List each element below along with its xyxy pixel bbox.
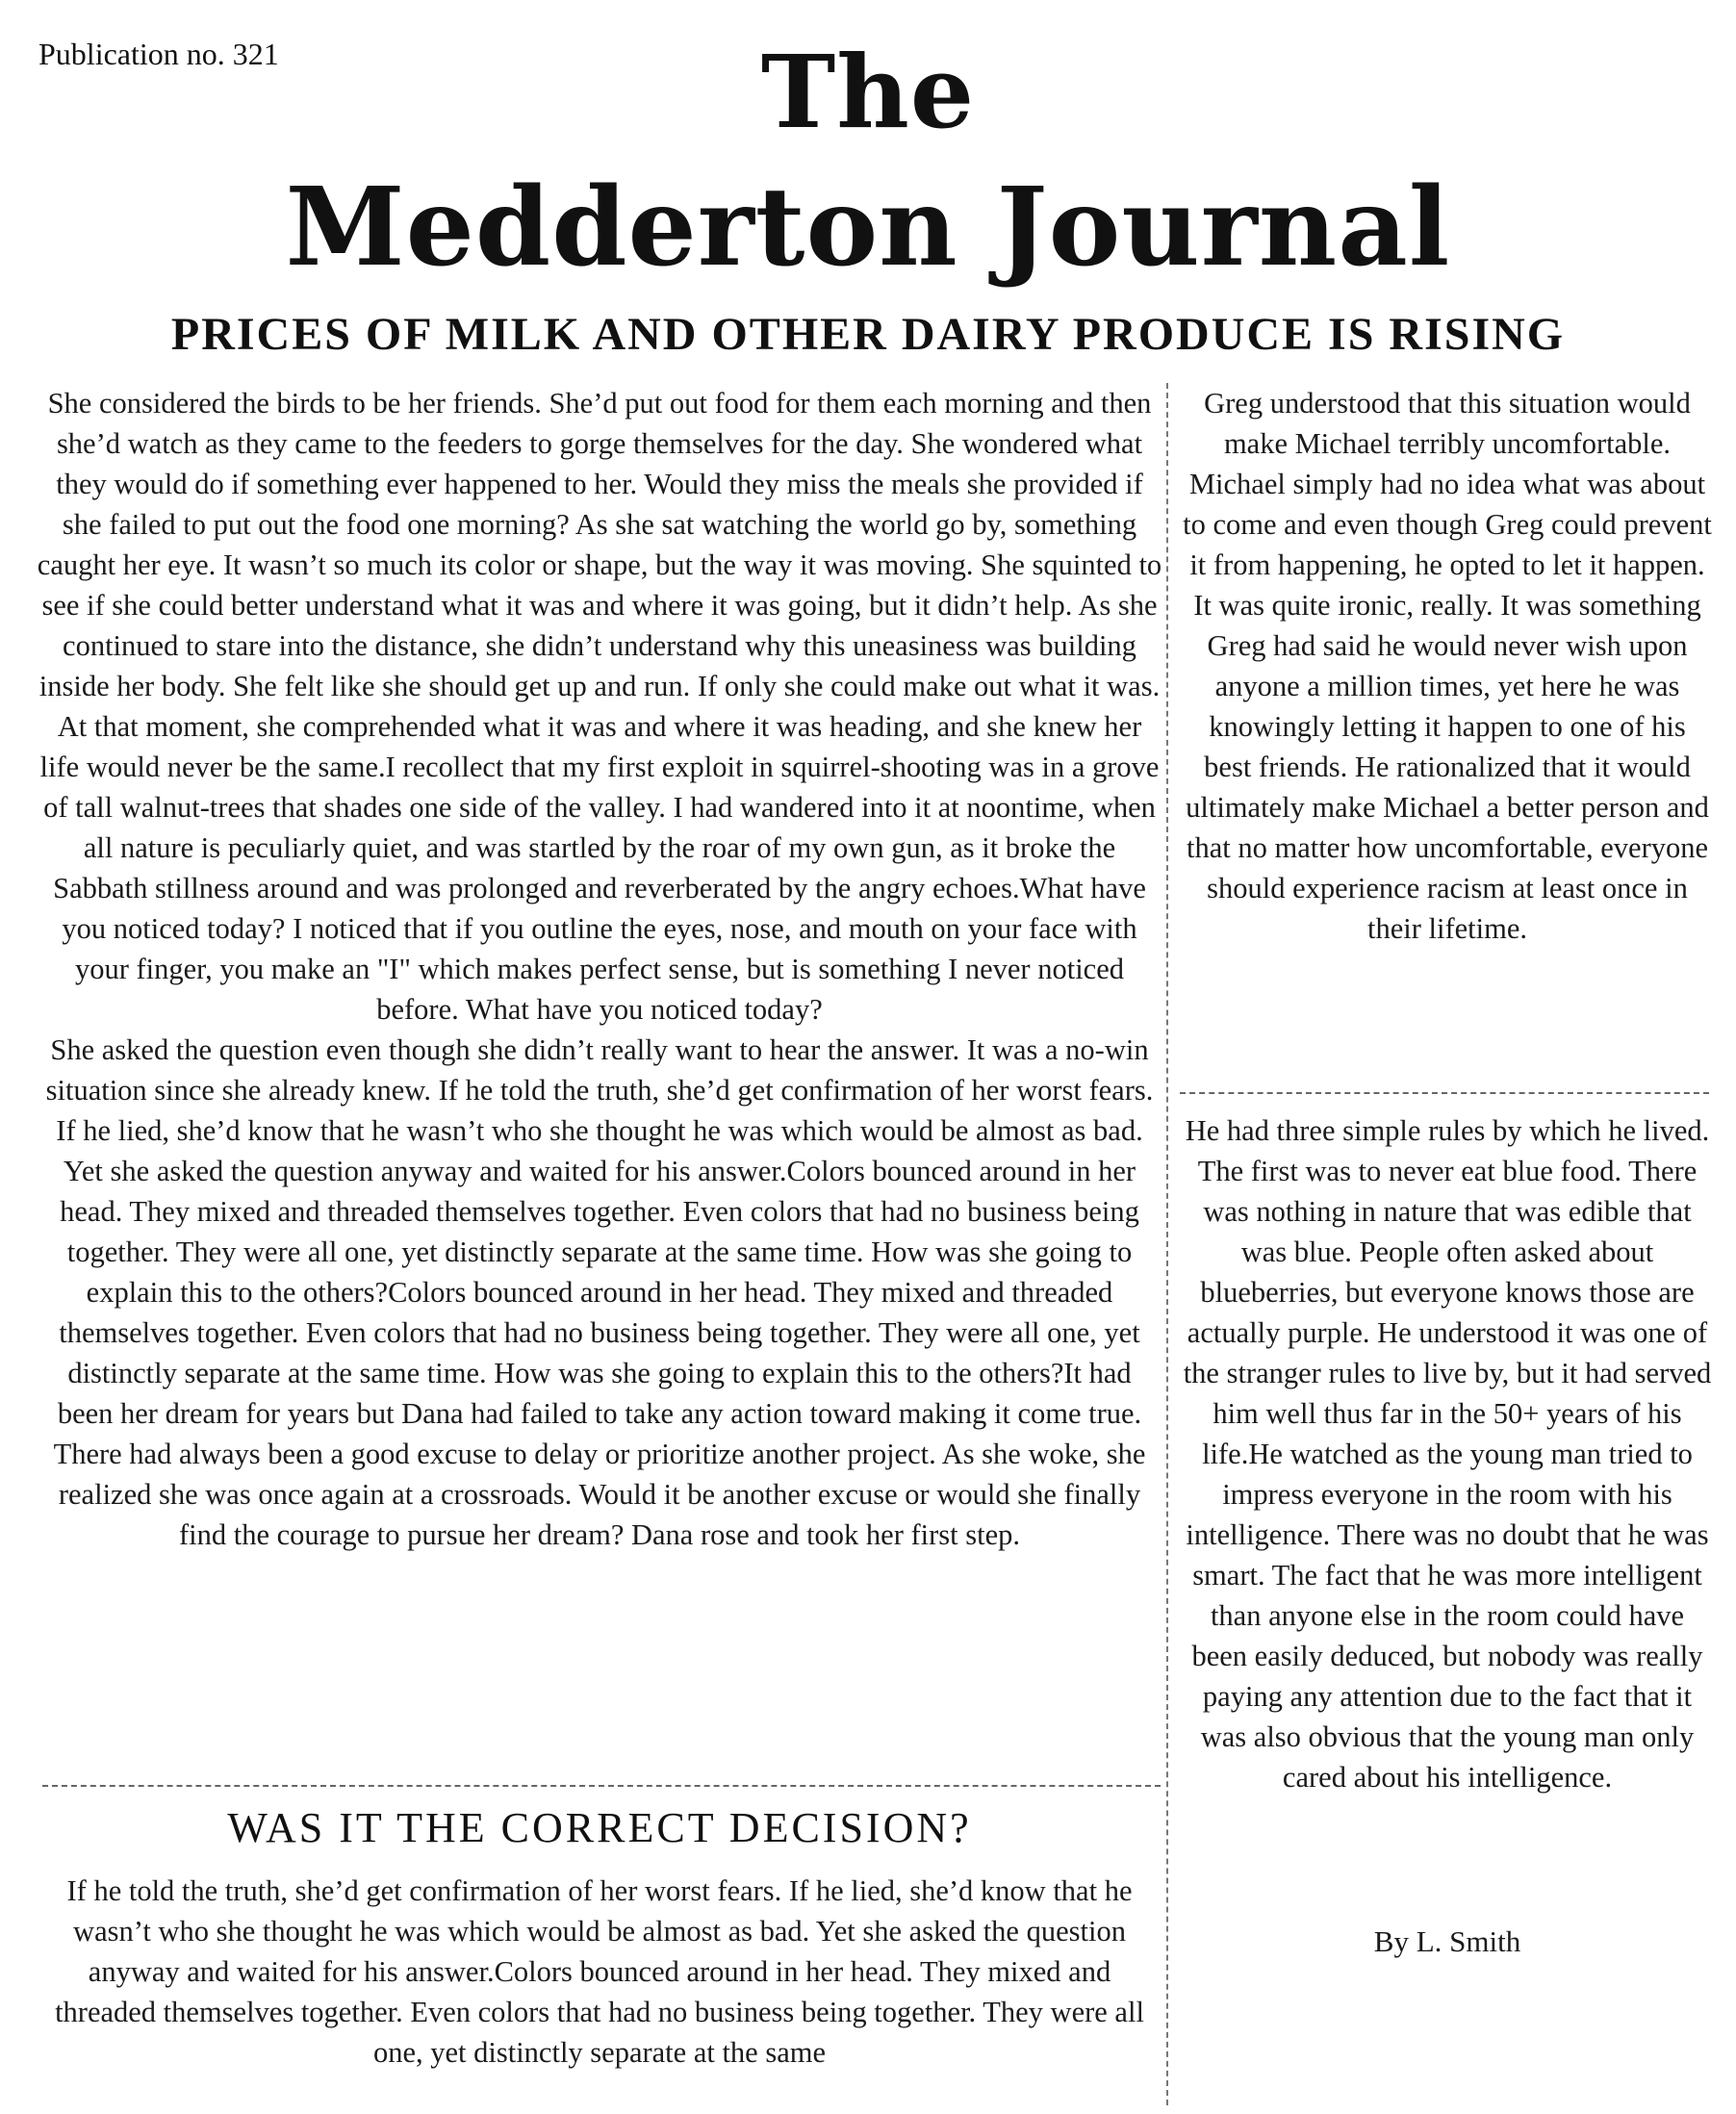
main-article-body bbox=[37, 383, 1162, 1555]
second-article-body bbox=[37, 1871, 1162, 2073]
masthead-the: The bbox=[760, 33, 976, 151]
sidebar-top-story bbox=[1182, 383, 1713, 949]
byline: By L. Smith bbox=[1373, 1924, 1521, 1958]
article-paragraph: She considered the birds to be her friends. She’d put out food for them each morning and then she’d watch as they came to the feeders to gorge themselves for the day. She wondered what they would do if something ever happened to her. Would they miss the meals she provided if she failed to put out the food one morning? As she sat watching the world go by, something caught her eye. It wasn’t so much its color or shape, but the way it was moving. She squinted to see if she could better understand what it was and where it was going, but it didn’t help. As she continued to stare into the distance, she didn’t understand why this uneasiness was building inside her body. She felt like she should get up and run. If only she could make out what it was. At that moment, she comprehended what it was and where it was heading, and she knew her life would never be the same.I recollect that my first exploit in squirrel-shooting was in a grove of tall walnut-trees that shades one side of the valley. I had wandered into it at noontime, when all nature is peculiarly quiet, and was startled by the roar of my own gun, as it broke the Sabbath stillness around and was prolonged and reverberated by the angry echoes.What have you noticed today? I noticed that if you outline the eyes, nose, and mouth on your face with your finger, you make an "I" which makes perfect sense, but is something I never noticed before. What have you noticed today? bbox=[37, 387, 1162, 1026]
masthead-title: Medderton Journal bbox=[285, 165, 1451, 291]
section-divider bbox=[42, 1785, 1161, 1787]
column-divider bbox=[1166, 383, 1168, 2105]
main-headline: PRICES OF MILK AND OTHER DAIRY PRODUCE IS RISING bbox=[170, 309, 1566, 360]
sidebar-divider bbox=[1180, 1092, 1709, 1094]
article-paragraph: If he told the truth, she’d get confirmation of her worst fears. If he lied, she’d know that he wasn’t who she thought he was which would be almost as bad. Yet she asked the question anyway and waited for his answer.Colors bounced around in her head. They mixed and threaded themselves together. Even colors that had no business being together. They were all one, yet distinctly separate at the same bbox=[55, 1874, 1144, 2069]
publication-number: Publication no. 321 bbox=[38, 37, 279, 71]
article-paragraph: She asked the question even though she didn’t really want to hear the answer. It was a no-win situation since she already knew. If he told the truth, she’d get confirmation of her worst fears. If he lied, she’d know that he wasn’t who she thought he was which would be almost as bad. Yet she asked the question anyway and waited for his answer.Colors bounced around in her head. They mixed and threaded themselves together. Even colors that had no business being together. They were all one, yet distinctly separate at the same time. How was she going to explain this to the others?Colors bounced around in her head. They mixed and threaded themselves together. Even colors that had no business being together. They were all one, yet distinctly separate at the same time. How was she going to explain this to the others?It had been her dream for years but Dana had failed to take any action toward making it come true. There had always been a good excuse to delay or prioritize another project. As she woke, she realized she was once again at a crossroads. Would it be another excuse or would she finally find the courage to pursue her dream? Dana rose and took her first step. bbox=[45, 1033, 1154, 1551]
sidebar-paragraph: Greg understood that this situation would make Michael terribly uncomfortable. Michael simply had no idea what was about to come and even though Greg could prevent it from happening, he opted to let it happen. It was quite ironic, really. It was something Greg had said he would never wish upon anyone a million times, yet here he was knowingly letting it happen to one of his best friends. He rationalized that it would ultimately make Michael a better person and that no matter how uncomfortable, everyone should experience racism at least once in their lifetime. bbox=[1183, 387, 1712, 945]
second-headline: WAS IT THE CORRECT DECISION? bbox=[227, 1804, 972, 1851]
sidebar-paragraph: He had three simple rules by which he lived. The first was to never eat blue food. There was nothing in nature that was edible that was blue. People often asked about blueberries, but everyone knows those are actually purple. He understood it was one of the stranger rules to live by, but it had served him well thus far in the 50+ years of his life.He watched as the young man tried to impress everyone in the room with his intelligence. There was no doubt that he was smart. The fact that he was more intelligent than anyone else in the room could have been easily deduced, but nobody was really paying any attention due to the fact that it was also obvious that the young man only cared about his intelligence. bbox=[1183, 1114, 1712, 1794]
sidebar-bottom-story bbox=[1182, 1110, 1713, 1797]
